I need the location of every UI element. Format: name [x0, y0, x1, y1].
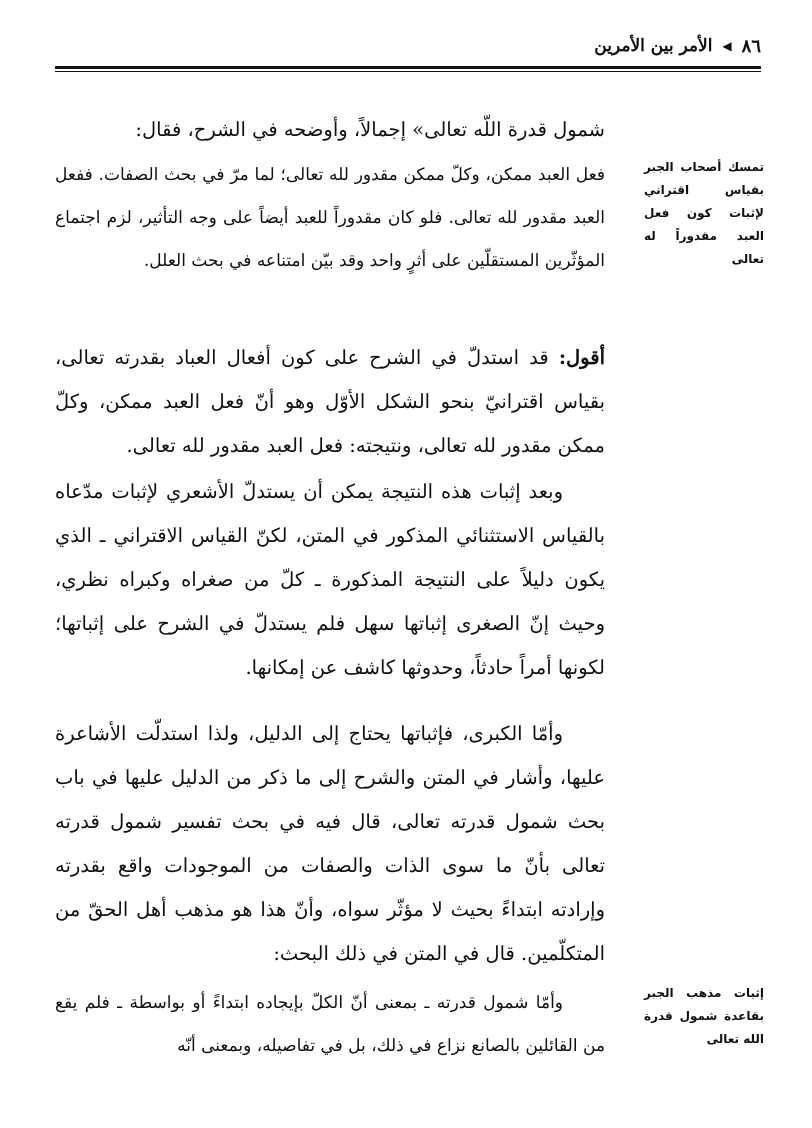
paragraph-aqul	[55, 336, 605, 468]
paragraph-aqul-text: قد استدلّ في الشرح على كون أفعال العباد بقدرته تعالى، بقياس اقترانيّ بنحو الشكل الأوّل وهو أنّ فعل العبد ممكن، وكلّ ممكن مقدور لله تعالى، ونتيجته: فعل العبد مقدور لله تعالى.	[55, 346, 605, 457]
header-rule-thin	[55, 71, 761, 72]
page-header	[55, 26, 761, 66]
quote-block-1: فعل العبد ممكن، وكلّ ممكن مقدور لله تعالى؛ لما مرّ في بحث الصفات. ففعل العبد مقدور لله تعالى. فلو كان مقدوراً للعبد أيضاً على وجه التأثير، لزم اجتماع المؤثّرين المستقلّين على أثرٍ واحد وقد بيّن امتناعه في بحث العلل.	[55, 165, 605, 271]
lead-word: أقول:	[558, 346, 605, 369]
header-title-group	[594, 36, 761, 57]
quote-block-2: وأمّا شمول قدرته ـ بمعنى أنّ الكلّ بإيجاده ابتداءً أو بواسطة ـ فلم يقع من القائلين بالصانع نزاع في ذلك، بل في تفاصيله، وبمعنى أنّه	[55, 993, 605, 1056]
margin-note-2: إثبات مذهب الجبر بقاعدة شمول قدرة الله تعالى	[644, 986, 764, 1046]
paragraph-result: وبعد إثبات هذه النتيجة يمكن أن يستدلّ الأشعري لإثبات مدّعاه بالقياس الاستثنائي المذكور في المتن، لكنّ القياس الاقتراني ـ الذي يكون دليلاً على النتيجة المذكورة ـ كلّ من صغراه وكبراه نظري، وحيث إنّ الصغرى إثباتها سهل فلم يستدلّ في الشرح على إثباتها؛ لكونها أمراً حادثاً، وحدوثها كاشف عن إمكانها.	[55, 480, 605, 679]
paragraph-intro: شمول قدرة اللّه تعالى» إجمالاً، وأوضحه في الشرح، فقال:	[135, 118, 605, 141]
paragraph-kubra: وأمّا الكبرى، فإثباتها يحتاج إلى الدليل، ولذا استدلّت الأشاعرة عليها، وأشار في المتن والشرح إلى ما ذكر من الدليل عليها في باب بحث شمول قدرته تعالى، قال فيه في بحث تفسير شمول قدرته تعالى بأنّ ما سوى الذات والصفات من الموجودات واقع بقدرته وإرادته ابتداءً بحيث لا مؤثّر سواه، وأنّ هذا هو مذهب أهل الحقّ من المتكلّمين. قال في المتن في ذلك البحث:	[55, 722, 605, 965]
running-title: الأمر بين الأمرين	[594, 36, 713, 56]
triangle-arrow-icon: ◀	[722, 39, 732, 53]
header-rule	[55, 66, 761, 69]
margin-note-1: تمسك أصحاب الجبر بقياس اقتراني لإثبات كون فعل العبد مقدوراً له تعالى	[644, 160, 764, 266]
page-number: ٨٦	[741, 35, 761, 57]
